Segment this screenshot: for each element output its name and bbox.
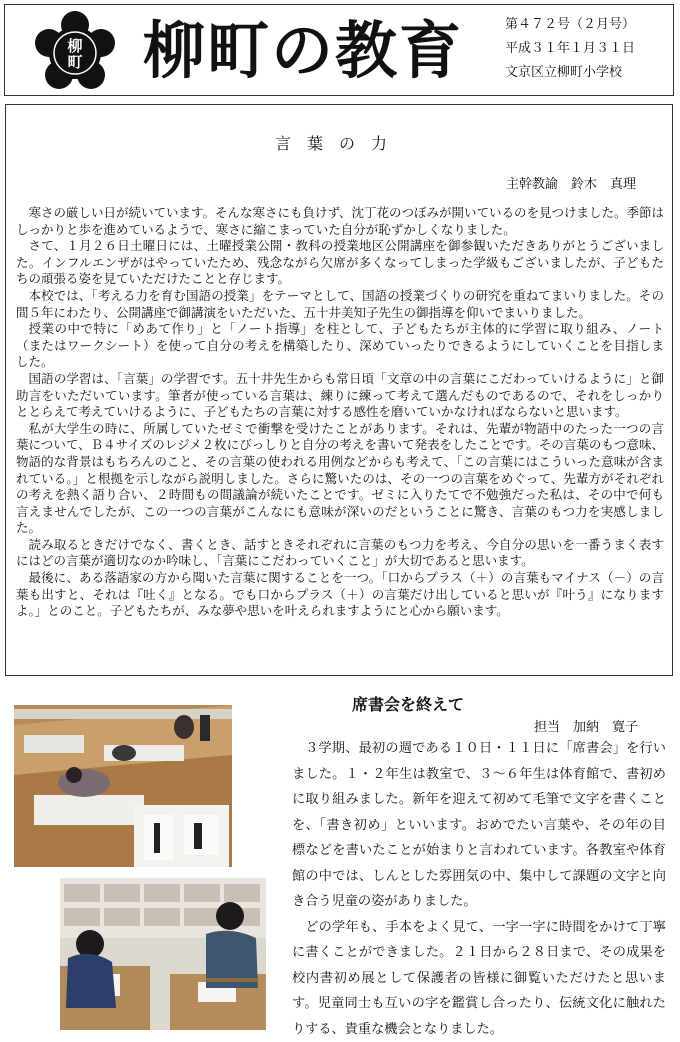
- article-paragraph: 寒さの厳しい日が続いています。そんな寒さにも負けず、沈丁花のつぼみが開いているのを見つけました。季節はしっかりと歩を進めているようで、寒さに縮こまっていた自分が恥ずかしくなりました。: [16, 205, 664, 238]
- article-paragraph: 本校では、「考える力を育む国語の授業」をテーマとして、国語の授業づくりの研究を重ねてまいりました。その間５年にわたり、公開講座で御講演をいただいた、五十井美知子先生の御指導を仰いでまいりました。: [16, 288, 664, 321]
- side-article-body: [292, 736, 666, 1042]
- photo-column: [14, 705, 270, 1030]
- school-name: 文京区立柳町小学校: [505, 61, 635, 85]
- side-article-title: 席書会を終えて: [352, 692, 464, 715]
- side-article-paragraph: どの学年も、手本をよく見て、一字一字に時間をかけて丁寧に書くことができました。２１日から２８日まで、その成果を校内書初め展として保護者の皆様に御覧いただけたと思います。児童同士も互いの字を鑑賞し合ったり、伝統文化に触れたりする、貴重な機会となりました。: [292, 915, 666, 1042]
- newsletter-title: 柳町の教育: [143, 9, 463, 93]
- issue-info: [505, 13, 635, 85]
- school-emblem-icon: [33, 11, 117, 95]
- issue-number: 第４７２号（２月号）: [505, 13, 635, 37]
- article-paragraph: 読み取るときだけでなく、書くとき、話すときそれぞれに言葉のもつ力を考え、今自分の思いを一番うまく表すにはどの言葉が適切なのか吟味し、「言葉にこだわっていくこと」が大切であると思います。: [16, 537, 664, 570]
- side-article-paragraph: ３学期、最初の週である１０日・１１日に「席書会」を行いました。１・２年生は教室で、３～６年生は体育館で、書初めに取り組みました。新年を迎えて初めて毛筆で文字を書くことを、「書き初め」といいます。おめでたい言葉や、その年の目標などを書いたことが始まりと言われています。各教室や体育館の中では、しんとした雰囲気の中、集中して課題の文字と向き合う児童の姿がありました。: [292, 736, 666, 915]
- article-title: 言葉の力: [6, 131, 672, 154]
- article-paragraph: 私が大学生の時に、所属していたゼミで衝撃を受けたことがあります。それは、先輩が物語中のたった一つの言葉について、Ｂ４サイズのレジメ２枚にびっしりと自分の考えを書いて発表をしたことです。その言葉のもつ意味、物語的な背景はもちろんのこと、その言葉の使われる用例などからも考えて、「この言葉にはこういった意味が含まれている。」と根拠を示しながら説明しました。さらに驚いたのは、その一つの言葉をめぐって、先輩方がそれぞれの考えを熱く語り合い、２時間もの間議論が続いたことです。ゼミに入りたてで不勉強だった私は、その中で何も言えませんでしたが、この一つの言葉がこんなにも意味が深いのだということに驚き、言葉のもつ力を実感しました。: [16, 421, 664, 537]
- svg-text:町: 町: [67, 53, 82, 71]
- calligraphy-classroom-photo: [60, 878, 266, 1030]
- article-paragraph: 国語の学習は、「言葉」の学習です。五十井先生からも常日頃「文章の中の言葉にこだわっていけるように」と御助言をいただいています。筆者が使っている言葉は、練りに練って考えて選んだものであるので、それをしっかりととらえて考えていけるように、子どもたちの言葉に対する感性を磨いていかなければならないと思います。: [16, 371, 664, 421]
- side-article-author: 担当 加納 寛子: [534, 716, 638, 735]
- article-paragraph: 最後に、ある落語家の方から聞いた言葉に関することを一つ。「口からプラス（＋）の言葉もマイナス（－）の言葉も出すと、それは『吐く』となる。でも口からプラス（＋）の言葉だけ出していると思いが『叶う』になりますよ。」とのこと。子どもたちが、みな夢や思いを叶えられますようにと心から願います。: [16, 570, 664, 620]
- calligraphy-gym-photo: [14, 705, 232, 867]
- article-body: [16, 205, 664, 620]
- article-paragraph: さて、１月２６日土曜日には、土曜授業公開・教科の授業地区公開講座を御参観いただきありがとうございました。インフルエンザがはやっていたため、残念ながら欠席が多くなってしまった学級もございましたが、子どもたちの頑張る姿を見ていただけたことと存じます。: [16, 238, 664, 288]
- article-paragraph: 授業の中で特に「めあて作り」と「ノート指導」を柱として、子どもたちが主体的に学習に取り組み、ノート（またはワークシート）を使って自分の考えを構築したり、深めていったりできるようにしていくことを目指しました。: [16, 321, 664, 371]
- newsletter-header: [4, 4, 674, 96]
- article-author: 主幹教諭 鈴木 真理: [506, 173, 636, 192]
- main-article: [5, 104, 673, 676]
- issue-date: 平成３１年１月３１日: [505, 37, 635, 61]
- svg-text:柳: 柳: [67, 37, 82, 55]
